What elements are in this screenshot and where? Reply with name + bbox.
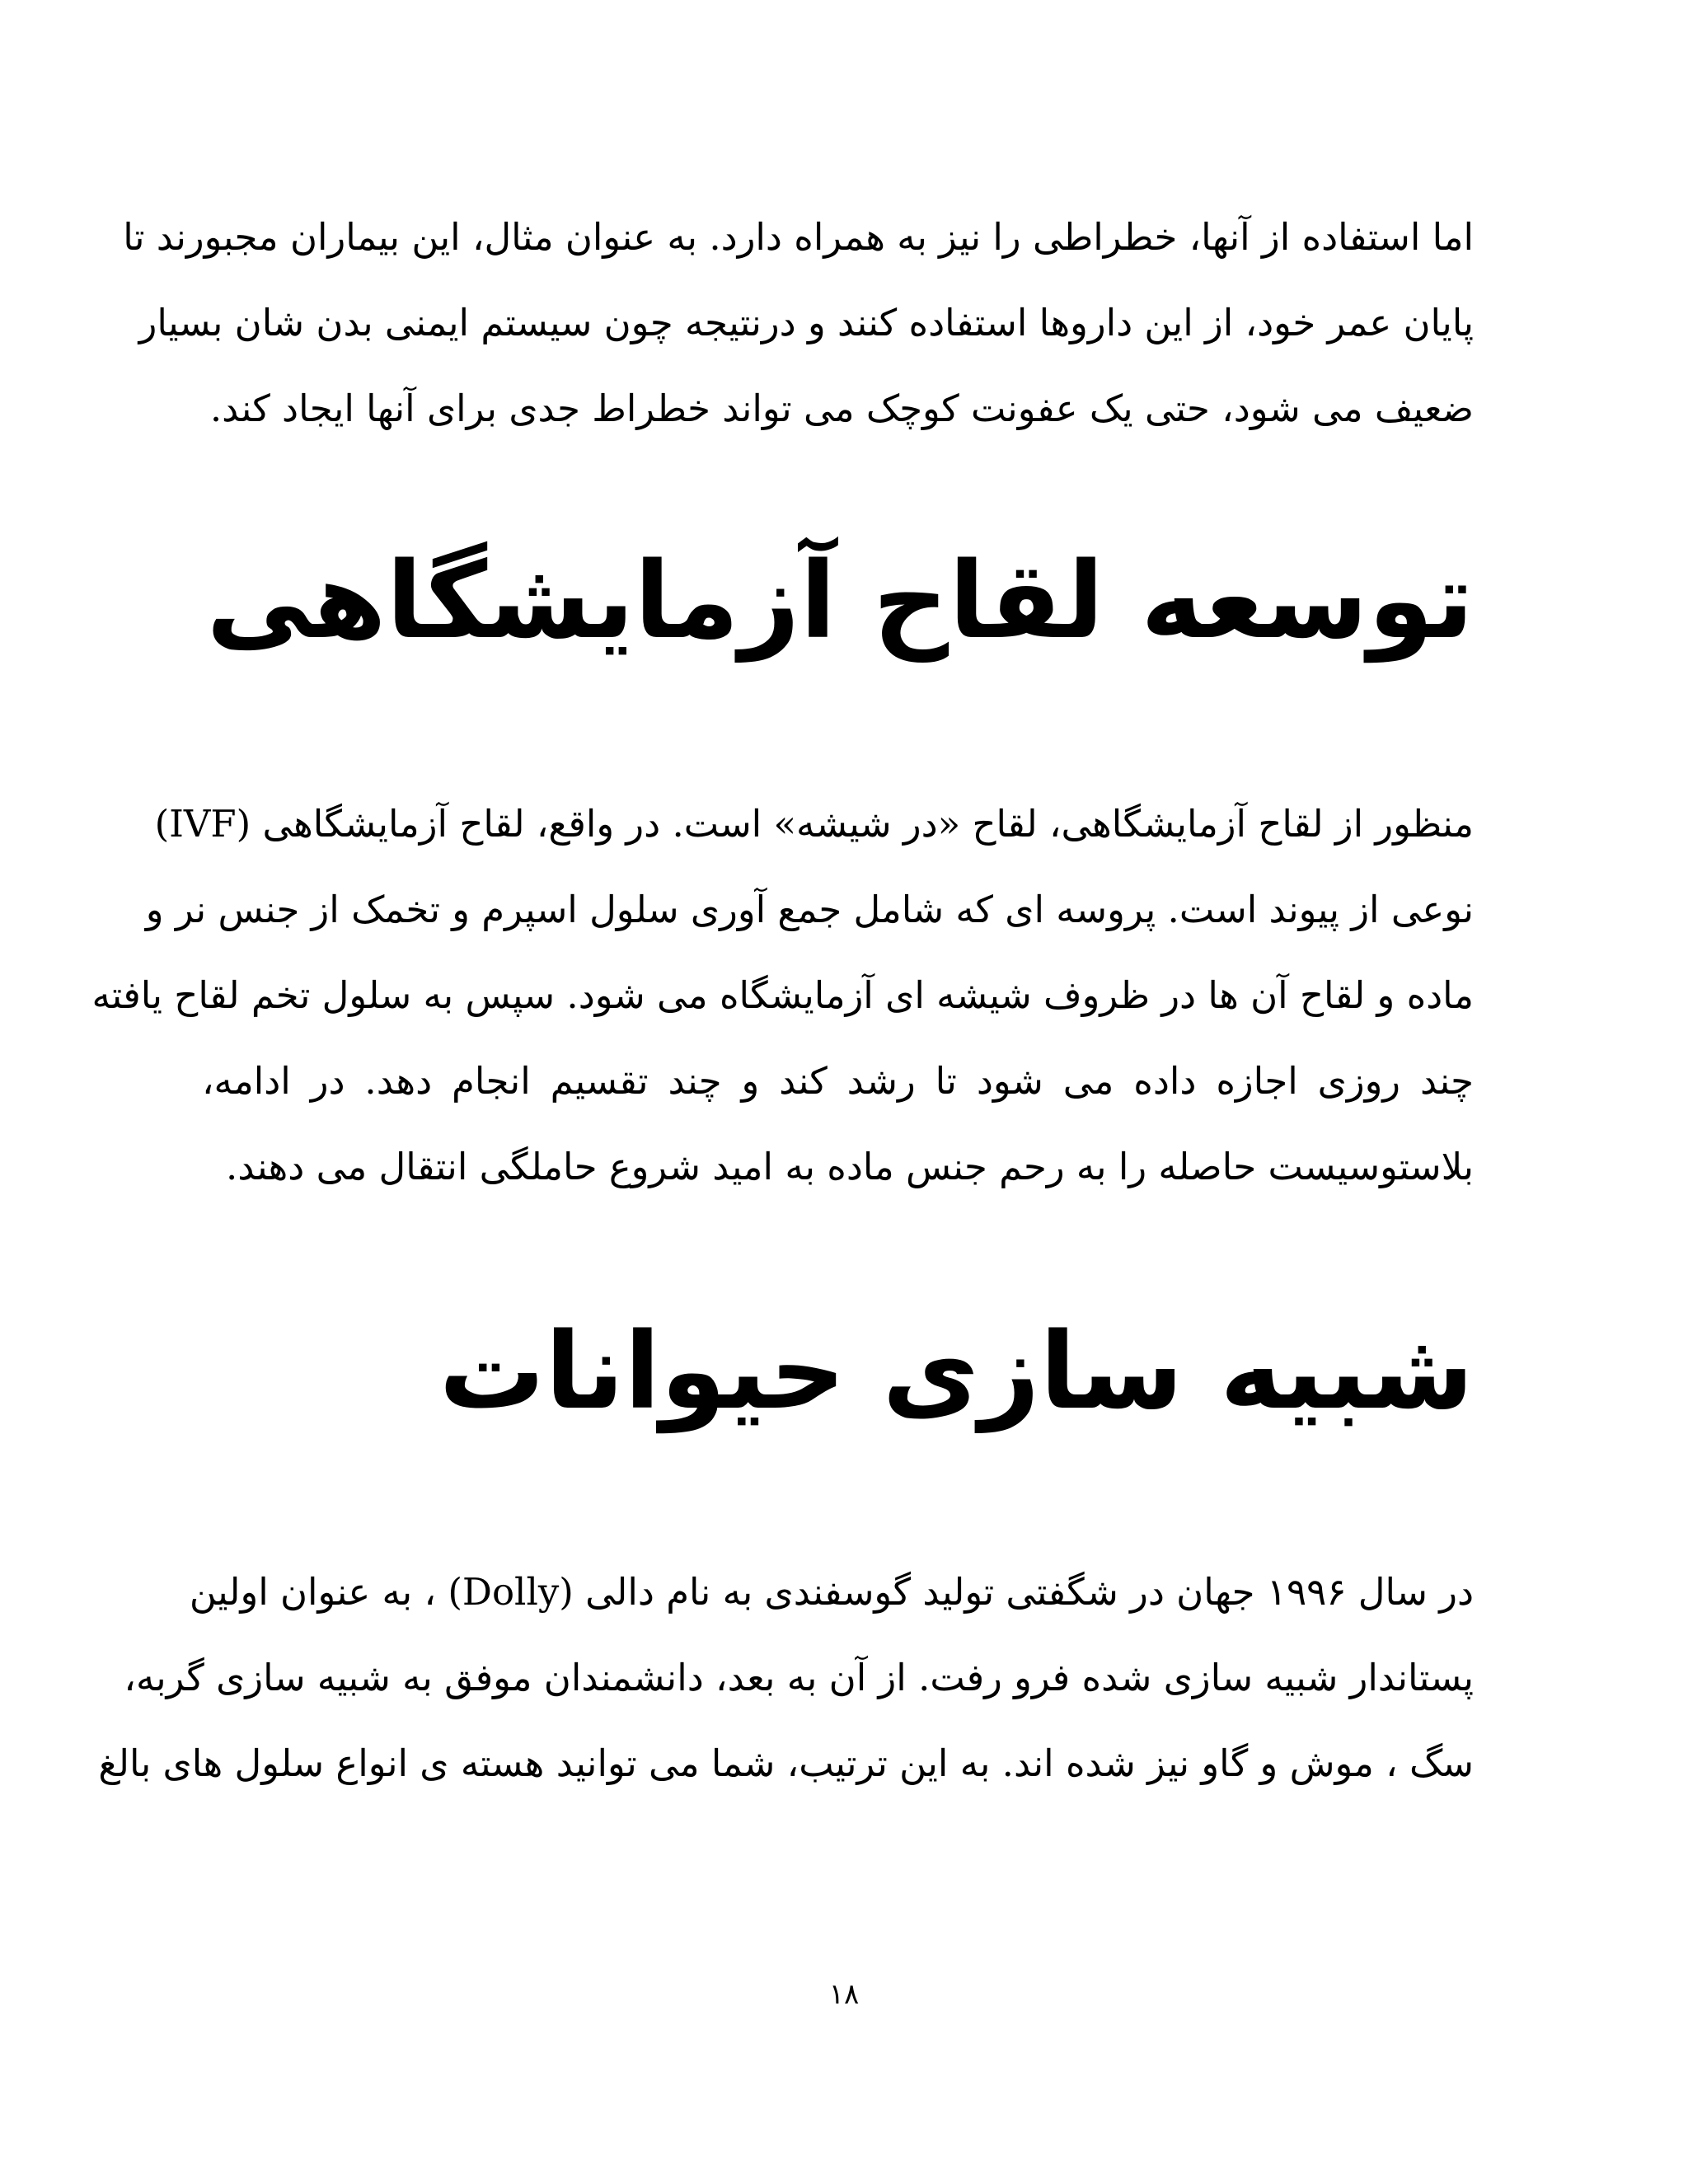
paragraph-body xyxy=(91,781,1474,1210)
paragraph-cloning xyxy=(98,1549,1474,1807)
paragraph-line: پایان عمر خود، از این داروها استفاده کنند و درنتیجه چون سیستم ایمنی بدن شان بسیار xyxy=(138,301,1474,344)
paragraph-ivf xyxy=(91,781,1474,1210)
paragraph-immunosuppressant-risks xyxy=(123,194,1474,452)
paragraph-line: اما استفاده از آنها، خطراطی را نیز به همراه دارد. به عنوان مثال، این بیماران مجبورند تا xyxy=(123,215,1474,259)
section-heading-animal-cloning xyxy=(202,1306,1474,1438)
paragraph-line: نوعی از پیوند است. پروسه ای که شامل جمع آوری سلول اسپرم و تخمک از جنس نر و xyxy=(145,888,1474,931)
paragraph-line: در سال ۱۹۹۶ جهان در شگفتی تولید گوسفندی به نام دالی (Dolly) ، به عنوان اولین xyxy=(189,1570,1474,1614)
paragraph-line: منظور از لقاح آزمایشگاهی، لقاح «در شیشه» است. در واقع، لقاح آزمایشگاهی (IVF) xyxy=(154,802,1474,846)
heading-text: توسعه لقاح آزمایشگاهی xyxy=(206,540,1474,663)
paragraph-line: چند روزی اجازه داده می شود تا رشد کند و چند تقسیم انجام دهد. در ادامه، xyxy=(202,1059,1474,1103)
paragraph-body xyxy=(98,1549,1474,1807)
page-number: ۱۸ xyxy=(828,1978,860,2011)
paragraph-line: سگ ، موش و گاو نیز شده اند. به این ترتیب، شما می توانید هسته ی انواع سلول های بالغ xyxy=(98,1741,1474,1785)
paragraph-line: ماده و لقاح آن ها در ظروف شیشه ای آزمایشگاه می شود. سپس به سلول تخم لقاح یافته xyxy=(91,973,1474,1017)
paragraph-line: پستاندار شبیه سازی شده فرو رفت. از آن به بعد، دانشمندان موفق به شبیه سازی گربه، xyxy=(124,1656,1474,1699)
paragraph-body xyxy=(123,194,1474,452)
paragraph-line: ضعیف می شود، حتی یک عفونت کوچک می تواند خطراط جدی برای آنها ایجاد کند. xyxy=(209,387,1474,430)
heading-text: شبیه سازی حیوانات xyxy=(438,1310,1474,1433)
section-heading-ivf xyxy=(202,536,1474,668)
paragraph-line: بلاستوسیست حاصله را به رحم جنس ماده به امید شروع حاملگی انتقال می دهند. xyxy=(226,1145,1474,1188)
